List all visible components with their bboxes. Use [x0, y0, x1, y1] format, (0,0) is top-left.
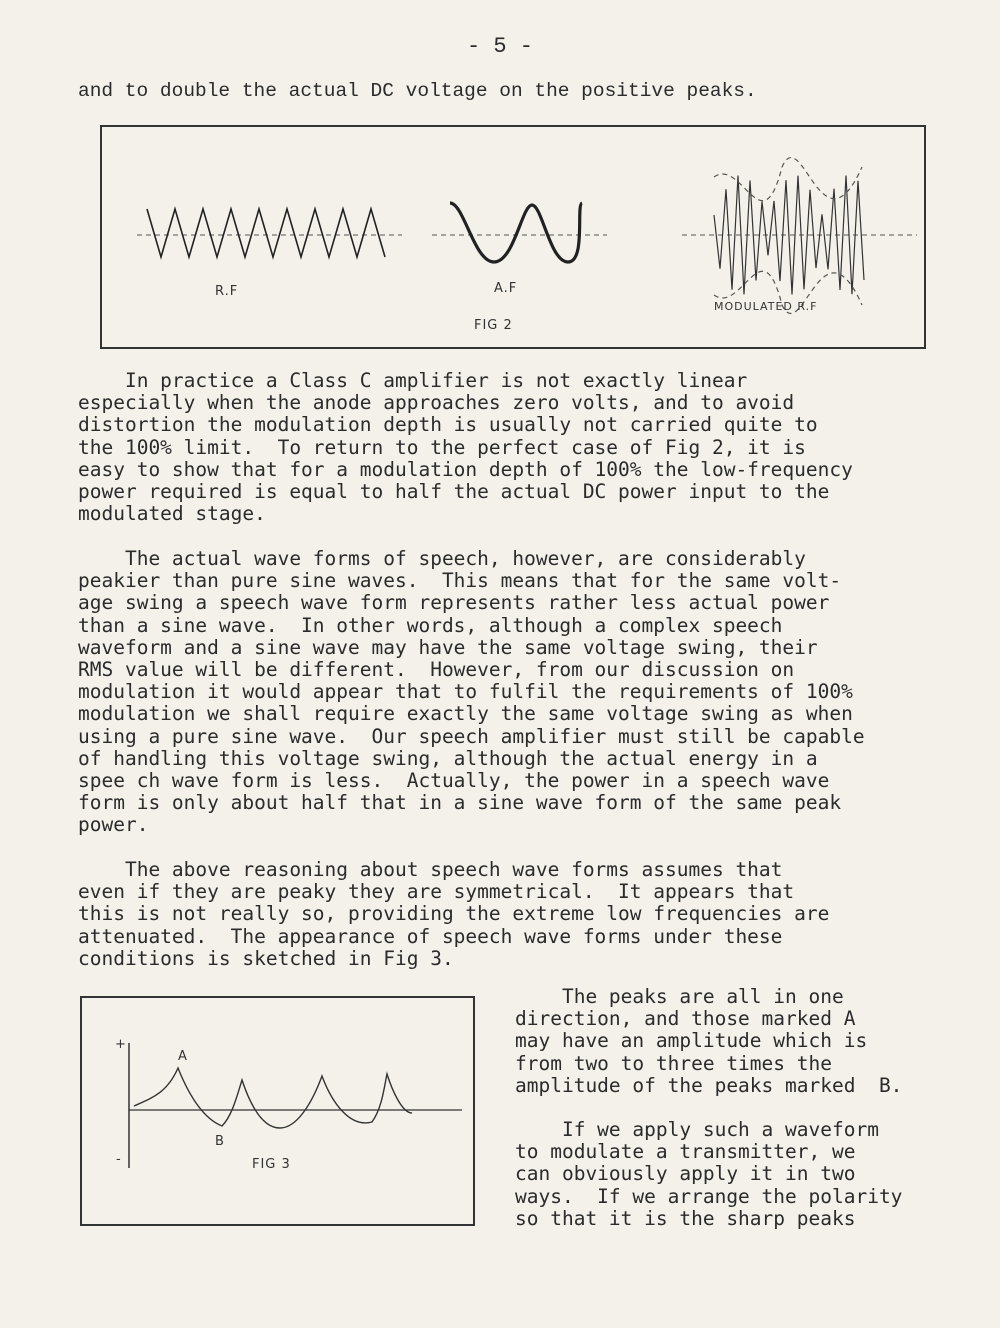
- paragraph-2: The actual wave forms of speech, however, are considerably peakier than pure sine waves. This means that for the same volt- age swing a speech wave form represents rather less actual power than a sine wave. In other words, although a complex speech waveform and a sine wave may have the same voltage swing, their RMS value will be different. However, from our discussion on modulation it would appear that to fulfil the requirements of 100% modulation we shall require exactly the same voltage swing as when using a pure sine wave. Our speech amplifier must still be capable of handling this voltage swing, although the actual energy in a spee ch wave form is less. Actually, the power in a speech wave form is only about half that in a sine wave form of the same peak power.: [78, 547, 865, 837]
- speech-waveform: [134, 1068, 412, 1128]
- paragraph-5: If we apply such a waveform to modulate a transmitter, we can obviously apply it in two ways. If we arrange the polarity so that it is the sharp peaks: [515, 1118, 903, 1230]
- label-b: B: [215, 1134, 225, 1149]
- figure-3-caption: FIG 3: [252, 1157, 291, 1172]
- paragraph-3: The above reasoning about speech wave forms assumes that even if they are peaky they are symmetrical. It appears that this is not really so, providing the extreme low frequencies are attenuated. The appearance of speech wave forms under these conditions is sketched in Fig 3.: [78, 858, 830, 970]
- figure-2-drawing: [102, 127, 924, 347]
- label-af: A.F: [494, 281, 518, 296]
- af-wave: [450, 203, 582, 262]
- paragraph-1: In practice a Class C amplifier is not exactly linear especially when the anode approaches zero volts, and to avoid distortion the modulation depth is usually not carried quite to the 100% limit. To return to the perfect case of Fig 2, it is easy to show that for a modulation depth of 100% the low-frequency power required is equal to half the actual DC power input to the modulated stage.: [78, 369, 853, 526]
- rf-wave: [147, 209, 385, 257]
- minus-sign: -: [116, 1152, 122, 1167]
- plus-sign: +: [115, 1037, 127, 1052]
- figure-2-caption: FIG 2: [474, 318, 513, 333]
- figure-2: [100, 125, 926, 349]
- label-a: A: [178, 1049, 188, 1064]
- modulated-envelope-upper: [714, 158, 862, 201]
- paragraph-4: The peaks are all in one direction, and those marked A may have an amplitude which is from two to three times the amplitude of the peaks marked B.: [515, 985, 903, 1097]
- opening-line: and to double the actual DC voltage on the positive peaks.: [78, 80, 757, 102]
- label-rf: R.F: [215, 284, 239, 299]
- figure-3: [80, 996, 475, 1226]
- label-modulated-rf: MODULATED R.F: [714, 300, 818, 313]
- page-number: - 5 -: [466, 34, 533, 59]
- figure-3-drawing: [82, 998, 473, 1224]
